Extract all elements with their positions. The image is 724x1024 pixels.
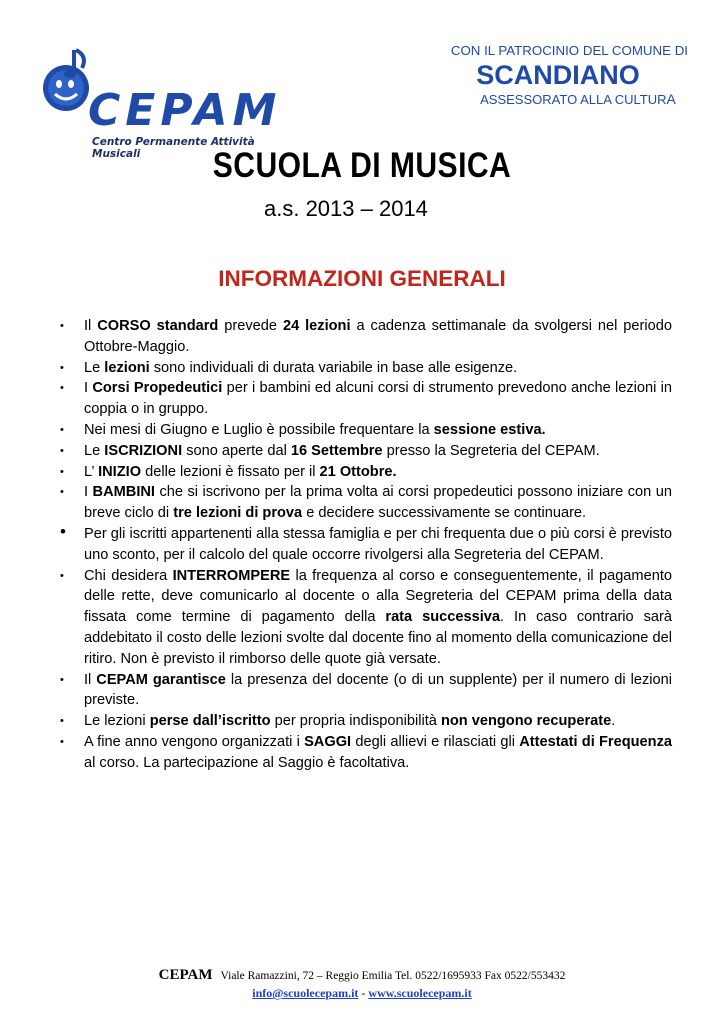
list-item bbox=[60, 711, 672, 732]
logo-wordmark: CEPAM bbox=[88, 85, 282, 136]
page-title: SCUOLA DI MUSICA bbox=[212, 146, 512, 185]
bold-text: CORSO standard bbox=[97, 318, 219, 334]
list-text: presso la Segreteria del CEPAM. bbox=[382, 442, 600, 459]
logo-subtitle: Centro Permanente Attività Musicali bbox=[92, 136, 255, 160]
footer-links bbox=[0, 985, 724, 1001]
list-text: . In caso contrario sarà addebitato il costo delle lezioni svolte dal docente fino al momento della comunicazione del ritiro. Non è previsto il rimborso delle quote già versate. bbox=[84, 609, 672, 667]
list-text: L’ bbox=[84, 463, 99, 480]
bold-text: tre lezioni di prova bbox=[173, 505, 303, 522]
bold-text: Corsi Propedeutici bbox=[92, 380, 223, 397]
patronage-line: CON IL PATROCINIO DEL COMUNE DI bbox=[450, 43, 688, 58]
footer-name: CEPAM bbox=[158, 967, 213, 983]
bold-text: ISCRIZIONI bbox=[104, 442, 183, 459]
list-text: e decidere successivamente se continuare. bbox=[302, 505, 587, 522]
patronage-department-text: ASSESSORATO ALLA CULTUR bbox=[480, 92, 667, 107]
cepam-logo bbox=[40, 44, 282, 160]
bold-text: sessione estiva. bbox=[433, 421, 546, 438]
info-list bbox=[60, 316, 672, 774]
list-item bbox=[60, 420, 672, 441]
academic-year: a.s. 2013 – 2014 bbox=[264, 196, 428, 221]
bold-text: BAMBINI bbox=[92, 484, 155, 501]
list-text: Le lezioni bbox=[84, 713, 150, 730]
list-item bbox=[60, 524, 672, 566]
list-text: per propria indisponibilità bbox=[270, 713, 441, 730]
patronage-department-tail: A bbox=[666, 91, 676, 107]
bold-text: 21 Ottobre. bbox=[319, 463, 397, 480]
footer-separator: - bbox=[361, 986, 366, 1000]
footer bbox=[0, 966, 724, 1001]
list-text: Il bbox=[84, 671, 97, 688]
list-text: Il bbox=[84, 318, 98, 334]
list-text: che si iscrivono per la prima volta ai corsi propedeutici possono iniziare con un breve ciclo di bbox=[84, 484, 673, 522]
patronage-department bbox=[388, 91, 688, 108]
website-link[interactable]: www.scuolecepam.it bbox=[368, 986, 472, 1000]
bold-text: 24 lezioni bbox=[282, 318, 351, 334]
list-text: Le bbox=[84, 359, 105, 376]
list-item bbox=[60, 566, 672, 670]
bold-text: CEPAM garantisce bbox=[96, 671, 226, 688]
list-text: degli allievi e rilasciati gli bbox=[351, 733, 520, 750]
list-text: sono aperte dal bbox=[182, 442, 291, 459]
footer-address: Viale Ramazzini, 72 – Reggio Emilia Tel. 0522/1695933 Fax 0522/553432 bbox=[220, 970, 566, 982]
bold-text: lezioni bbox=[104, 359, 150, 376]
list-item bbox=[60, 670, 672, 712]
list-text: I bbox=[84, 484, 93, 501]
bold-text: 16 Settembre bbox=[290, 442, 383, 459]
list-item bbox=[60, 462, 672, 483]
list-text: Nei mesi di Giugno e Luglio è possibile frequentare la bbox=[84, 421, 434, 438]
list-text: Le bbox=[84, 442, 105, 459]
list-item bbox=[60, 378, 672, 420]
bold-text: perse dall’iscritto bbox=[149, 713, 271, 730]
list-text: la frequenza al corso e conseguentemente, il pagamento delle rette, deve comunicarlo al docente o alla Segreteria del CEPAM prima della data fissata come termine di pagamento della bbox=[84, 567, 672, 626]
patronage-city: SCANDIANO bbox=[476, 60, 640, 90]
list-text: per i bambini ed alcuni corsi di strumento prevedono anche lezioni in coppia o in gruppo. bbox=[84, 380, 673, 418]
list-text: I bbox=[84, 380, 93, 397]
bold-text: non vengono recuperate bbox=[440, 713, 612, 730]
list-item bbox=[60, 316, 672, 358]
list-text: A fine anno vengono organizzati i bbox=[84, 733, 305, 750]
bold-text: INIZIO bbox=[98, 463, 142, 480]
list-text: sono individuali di durata variabile in base alle esigenze. bbox=[149, 359, 518, 376]
section-title: INFORMAZIONI GENERALI bbox=[218, 266, 506, 291]
list-item bbox=[60, 482, 672, 524]
list-item bbox=[60, 732, 672, 774]
list-text: Per gli iscritti appartenenti alla stessa famiglia e per chi frequenta due o più corsi è previsto uno sconto, per il calcolo del quale occorre rivolgersi alla Segreteria del CEPAM. bbox=[84, 525, 672, 563]
list-text: prevede bbox=[218, 318, 283, 334]
list-text: delle lezioni è fissato per il bbox=[141, 463, 320, 480]
list-text: al corso. La partecipazione al Saggio è facoltativa. bbox=[84, 754, 410, 771]
list-text: . bbox=[611, 713, 616, 730]
bold-text: rata successiva bbox=[385, 609, 501, 626]
list-text: Chi desidera bbox=[84, 567, 173, 584]
list-text: a cadenza settimanale da svolgersi nel periodo Ottobre-Maggio. bbox=[84, 318, 672, 355]
patronage-block bbox=[388, 43, 688, 108]
email-link[interactable]: info@scuolecepam.it bbox=[252, 986, 359, 1000]
bold-text: Attestati di Frequenza bbox=[519, 733, 672, 750]
bold-text: SAGGI bbox=[304, 733, 352, 750]
list-text: la presenza del docente (o di un supplente) per il numero di lezioni previste. bbox=[84, 671, 672, 709]
list-item bbox=[60, 358, 672, 379]
footer-address-line bbox=[0, 966, 724, 985]
bold-text: INTERROMPERE bbox=[172, 567, 291, 584]
list-item bbox=[60, 441, 672, 462]
